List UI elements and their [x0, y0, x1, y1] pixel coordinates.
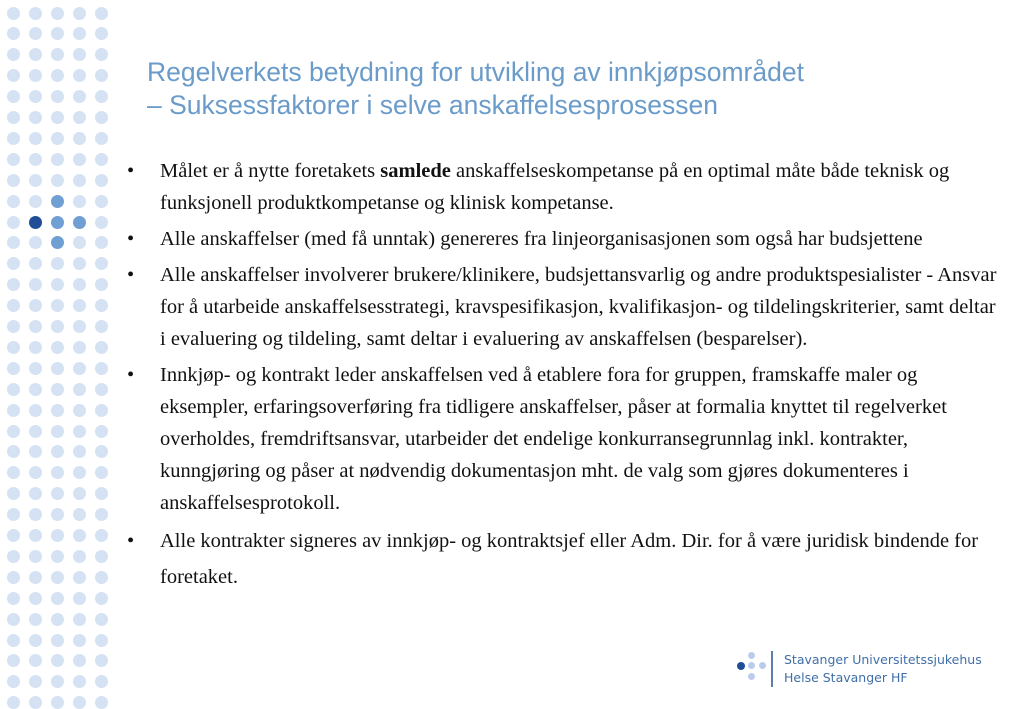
grid-dot-icon — [73, 216, 86, 229]
grid-dot-icon — [51, 174, 64, 187]
grid-dot-icon — [73, 174, 86, 187]
grid-dot-icon — [7, 654, 20, 667]
grid-dot-icon — [7, 195, 20, 208]
grid-dot-icon — [29, 404, 42, 417]
grid-dot-icon — [29, 592, 42, 605]
grid-dot-icon — [51, 550, 64, 563]
grid-dot-icon — [29, 257, 42, 270]
grid-dot-icon — [7, 27, 20, 40]
grid-dot-icon — [73, 27, 86, 40]
grid-dot-icon — [51, 111, 64, 124]
grid-dot-icon — [73, 278, 86, 291]
grid-dot-icon — [7, 48, 20, 61]
grid-dot-icon — [51, 216, 64, 229]
grid-dot-icon — [51, 278, 64, 291]
grid-dot-icon — [95, 7, 108, 20]
grid-dot-icon — [73, 132, 86, 145]
grid-dot-icon — [73, 7, 86, 20]
bullet-item — [127, 223, 997, 255]
hospital-logo — [730, 648, 1010, 688]
grid-dot-icon — [73, 404, 86, 417]
grid-dot-icon — [7, 341, 20, 354]
grid-dot-icon — [29, 236, 42, 249]
grid-dot-icon — [73, 299, 86, 312]
grid-dot-icon — [51, 592, 64, 605]
grid-dot-icon — [29, 278, 42, 291]
grid-dot-icon — [51, 320, 64, 333]
grid-dot-icon — [73, 236, 86, 249]
grid-dot-icon — [51, 132, 64, 145]
grid-dot-icon — [29, 675, 42, 688]
grid-dot-icon — [29, 341, 42, 354]
grid-dot-icon — [73, 90, 86, 103]
grid-dot-icon — [29, 216, 42, 229]
grid-dot-icon — [95, 27, 108, 40]
grid-dot-icon — [51, 634, 64, 647]
grid-dot-icon — [73, 425, 86, 438]
bullet-icon: • — [127, 530, 135, 552]
grid-dot-icon — [73, 571, 86, 584]
grid-dot-icon — [29, 48, 42, 61]
bullet-text: Alle anskaffelser involverer brukere/klinikere, budsjettansvarlig og andre produktspesialister - Ansvar for å utarbeide anskaffelsesstrategi, kravspesifikasjon, kvalifikasjon- og tildelingskriterier, samt deltar i evaluering og tildeling, samt deltar i evaluering av anskaffelsen (besparelser). — [160, 264, 997, 350]
grid-dot-icon — [51, 341, 64, 354]
grid-dot-icon — [29, 508, 42, 521]
grid-dot-icon — [73, 550, 86, 563]
grid-dot-icon — [73, 445, 86, 458]
grid-dot-icon — [95, 466, 108, 479]
grid-dot-icon — [7, 320, 20, 333]
grid-dot-icon — [73, 675, 86, 688]
grid-dot-icon — [7, 613, 20, 626]
grid-dot-icon — [73, 69, 86, 82]
grid-dot-icon — [29, 550, 42, 563]
grid-dot-icon — [95, 174, 108, 187]
grid-dot-icon — [73, 696, 86, 709]
grid-dot-icon — [29, 383, 42, 396]
grid-dot-icon — [29, 69, 42, 82]
grid-dot-icon — [95, 216, 108, 229]
grid-dot-icon — [73, 341, 86, 354]
grid-dot-icon — [51, 236, 64, 249]
grid-dot-icon — [7, 425, 20, 438]
grid-dot-icon — [7, 236, 20, 249]
grid-dot-icon — [29, 90, 42, 103]
grid-dot-icon — [29, 529, 42, 542]
grid-dot-icon — [95, 634, 108, 647]
grid-dot-icon — [51, 613, 64, 626]
grid-dot-icon — [51, 404, 64, 417]
grid-dot-icon — [29, 613, 42, 626]
grid-dot-icon — [51, 571, 64, 584]
grid-dot-icon — [95, 529, 108, 542]
grid-dot-icon — [29, 174, 42, 187]
grid-dot-icon — [95, 195, 108, 208]
grid-dot-icon — [29, 571, 42, 584]
grid-dot-icon — [51, 654, 64, 667]
grid-dot-icon — [7, 675, 20, 688]
grid-dot-icon — [51, 7, 64, 20]
grid-dot-icon — [73, 111, 86, 124]
bullet-item — [127, 359, 997, 519]
bullet-text: Innkjøp- og kontrakt leder anskaffelsen ved å etablere fora for gruppen, framskaffe maler og eksempler, erfaringsoverføring fra tidligere anskaffelser, påser at formalia knyttet til regelverket overholdes, fremdriftsansvar, utarbeider det endelige konkurransegrunnlag inkl. kontrakter, kunngjøring og påser at nødvendig dokumentasjon mht. de valg som gjøres dokumenteres i anskaffelsesprotokoll. — [160, 364, 947, 514]
grid-dot-icon — [7, 7, 20, 20]
grid-dot-icon — [95, 278, 108, 291]
grid-dot-icon — [7, 132, 20, 145]
grid-dot-icon — [29, 132, 42, 145]
bullet-item — [127, 523, 997, 595]
logo-line-2: Helse Stavanger HF — [784, 670, 908, 685]
logo-dot-icon — [748, 652, 755, 659]
grid-dot-icon — [29, 654, 42, 667]
grid-dot-icon — [7, 571, 20, 584]
grid-dot-icon — [95, 571, 108, 584]
grid-dot-icon — [95, 153, 108, 166]
grid-dot-icon — [95, 90, 108, 103]
grid-dot-icon — [73, 654, 86, 667]
grid-dot-icon — [29, 634, 42, 647]
grid-dot-icon — [51, 675, 64, 688]
grid-dot-icon — [7, 153, 20, 166]
grid-dot-icon — [7, 174, 20, 187]
grid-dot-icon — [29, 320, 42, 333]
grid-dot-icon — [73, 48, 86, 61]
grid-dot-icon — [7, 445, 20, 458]
grid-dot-icon — [73, 508, 86, 521]
logo-dot-icon — [748, 662, 755, 669]
grid-dot-icon — [73, 320, 86, 333]
bullet-item — [127, 259, 997, 355]
grid-dot-icon — [51, 257, 64, 270]
grid-dot-icon — [7, 508, 20, 521]
grid-dot-icon — [29, 7, 42, 20]
grid-dot-icon — [7, 257, 20, 270]
grid-dot-icon — [95, 132, 108, 145]
decorative-dot-grid — [0, 0, 115, 708]
bullet-text: Alle anskaffelser (med få unntak) genereres fra linjeorganisasjonen som også har budsjettene — [160, 228, 923, 250]
grid-dot-icon — [51, 445, 64, 458]
grid-dot-icon — [73, 592, 86, 605]
grid-dot-icon — [7, 278, 20, 291]
grid-dot-icon — [7, 634, 20, 647]
grid-dot-icon — [95, 550, 108, 563]
grid-dot-icon — [51, 383, 64, 396]
bullet-text: anskaffelseskompetanse på en optimal måte både teknisk og funksjonell produktkompetanse og klinisk kompetanse. — [160, 160, 950, 214]
grid-dot-icon — [51, 195, 64, 208]
grid-dot-icon — [95, 508, 108, 521]
grid-dot-icon — [95, 299, 108, 312]
grid-dot-icon — [51, 529, 64, 542]
grid-dot-icon — [51, 90, 64, 103]
grid-dot-icon — [7, 299, 20, 312]
grid-dot-icon — [95, 445, 108, 458]
grid-dot-icon — [29, 487, 42, 500]
grid-dot-icon — [7, 69, 20, 82]
grid-dot-icon — [73, 529, 86, 542]
grid-dot-icon — [51, 487, 64, 500]
grid-dot-icon — [73, 257, 86, 270]
bullet-text: Målet er å nytte foretakets — [160, 160, 381, 182]
grid-dot-icon — [51, 69, 64, 82]
grid-dot-icon — [51, 299, 64, 312]
slide-title-line-1: Regelverkets betydning for utvikling av innkjøpsområdet — [147, 57, 804, 87]
grid-dot-icon — [7, 466, 20, 479]
grid-dot-icon — [51, 425, 64, 438]
grid-dot-icon — [29, 466, 42, 479]
grid-dot-icon — [7, 487, 20, 500]
grid-dot-icon — [29, 299, 42, 312]
logo-dot-icon — [737, 662, 745, 670]
grid-dot-icon — [73, 613, 86, 626]
bullet-icon: • — [127, 160, 135, 182]
grid-dot-icon — [29, 153, 42, 166]
grid-dot-icon — [29, 195, 42, 208]
grid-dot-icon — [95, 362, 108, 375]
grid-dot-icon — [95, 341, 108, 354]
bullet-icon: • — [127, 364, 135, 386]
grid-dot-icon — [95, 236, 108, 249]
bullet-list — [127, 155, 997, 599]
grid-dot-icon — [51, 696, 64, 709]
logo-line-1: Stavanger Universitetssjukehus — [784, 652, 982, 667]
grid-dot-icon — [7, 404, 20, 417]
logo-divider — [771, 651, 773, 687]
grid-dot-icon — [51, 466, 64, 479]
grid-dot-icon — [29, 696, 42, 709]
grid-dot-icon — [51, 48, 64, 61]
grid-dot-icon — [29, 362, 42, 375]
grid-dot-icon — [95, 404, 108, 417]
grid-dot-icon — [95, 613, 108, 626]
grid-dot-icon — [95, 383, 108, 396]
grid-dot-icon — [95, 696, 108, 709]
grid-dot-icon — [29, 27, 42, 40]
grid-dot-icon — [51, 27, 64, 40]
bullet-text-bold: samlede — [380, 160, 451, 182]
grid-dot-icon — [95, 487, 108, 500]
slide-title-line-2: – Suksessfaktorer i selve anskaffelsesprosessen — [147, 90, 719, 120]
grid-dot-icon — [73, 466, 86, 479]
bullet-icon: • — [127, 264, 135, 286]
bullet-icon: • — [127, 228, 135, 250]
grid-dot-icon — [73, 634, 86, 647]
grid-dot-icon — [51, 362, 64, 375]
grid-dot-icon — [7, 111, 20, 124]
grid-dot-icon — [73, 487, 86, 500]
grid-dot-icon — [95, 48, 108, 61]
grid-dot-icon — [29, 425, 42, 438]
grid-dot-icon — [95, 69, 108, 82]
grid-dot-icon — [7, 90, 20, 103]
grid-dot-icon — [95, 425, 108, 438]
grid-dot-icon — [7, 592, 20, 605]
slide-title — [147, 56, 1007, 122]
grid-dot-icon — [7, 362, 20, 375]
grid-dot-icon — [73, 383, 86, 396]
bullet-item — [127, 155, 997, 219]
grid-dot-icon — [95, 111, 108, 124]
grid-dot-icon — [51, 508, 64, 521]
grid-dot-icon — [73, 195, 86, 208]
logo-dot-icon — [759, 662, 766, 669]
grid-dot-icon — [7, 383, 20, 396]
grid-dot-icon — [95, 654, 108, 667]
grid-dot-icon — [29, 111, 42, 124]
logo-dot-icon — [748, 673, 755, 680]
grid-dot-icon — [73, 362, 86, 375]
grid-dot-icon — [7, 550, 20, 563]
grid-dot-icon — [29, 445, 42, 458]
grid-dot-icon — [95, 320, 108, 333]
grid-dot-icon — [95, 592, 108, 605]
grid-dot-icon — [7, 216, 20, 229]
grid-dot-icon — [7, 529, 20, 542]
bullet-text: Alle kontrakter signeres av innkjøp- og kontraktsjef eller Adm. Dir. for å være juridisk bindende for foretaket. — [160, 530, 979, 588]
grid-dot-icon — [95, 257, 108, 270]
grid-dot-icon — [73, 153, 86, 166]
grid-dot-icon — [95, 675, 108, 688]
grid-dot-icon — [7, 696, 20, 709]
grid-dot-icon — [51, 153, 64, 166]
